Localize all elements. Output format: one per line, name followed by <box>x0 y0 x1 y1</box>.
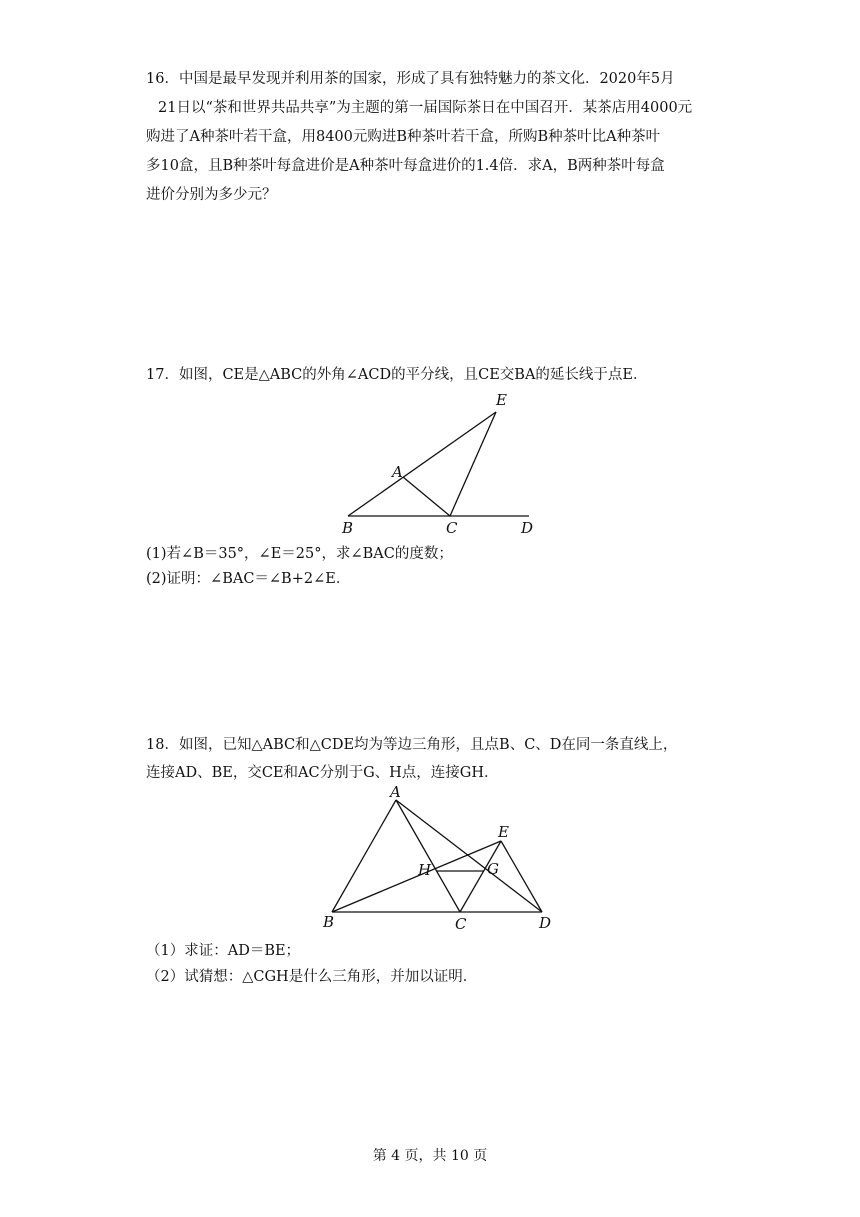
q18-figure <box>320 784 560 934</box>
q16-line-5: 进价分别为多少元？ <box>146 187 277 203</box>
q18-label-d: D <box>539 914 552 932</box>
page-footer: 第 4 页，共 10 页 <box>372 1148 488 1164</box>
q18-label-g: G <box>487 860 499 878</box>
q18-segment-ab <box>332 800 396 912</box>
q18-segment-be <box>332 841 501 912</box>
q16-line-3: 购进了A种茶叶若干盒，用8400元购进B种茶叶若干盒，所购B种茶叶比A种茶叶 <box>146 129 661 145</box>
q17-label-e: E <box>496 391 507 409</box>
q18-segment-ed <box>501 841 542 912</box>
q16-line-2: 21日以“茶和世界共品共享”为主题的第一届国际茶日在中国召开．某茶店用4000元 <box>158 100 693 116</box>
q17-segment-be <box>348 412 496 516</box>
q17-part1: (1)若∠B＝35°，∠E＝25°，求∠BAC的度数； <box>146 546 453 562</box>
q17-label-d: D <box>521 519 534 537</box>
q18-part1: （1）求证：AD＝BE； <box>146 943 301 959</box>
q17-part2: (2)证明：∠BAC＝∠B+2∠E． <box>146 571 351 587</box>
q18-label-b: B <box>323 913 335 931</box>
q17-label-c: C <box>446 519 458 537</box>
q17-label-b: B <box>342 519 354 537</box>
q16-line-4: 多10盒，且B种茶叶每盒进价是A种茶叶每盒进价的1.4倍．求A，B两种茶叶每盒 <box>146 158 665 174</box>
q18-stem-line-1: 18．如图，已知△ABC和△CDE均为等边三角形，且点B、C、D在同一条直线上， <box>146 737 678 753</box>
q18-part2: （2）试猜想：△CGH是什么三角形，并加以证明． <box>146 969 478 985</box>
q17-segment-ac <box>403 477 450 516</box>
q18-label-a: A <box>390 783 401 801</box>
q18-label-c: C <box>455 915 467 933</box>
q18-label-h: H <box>418 861 432 879</box>
q17-figure <box>335 388 545 538</box>
q17-stem: 17．如图，CE是△ABC的外角∠ACD的平分线，且CE交BA的延长线于点E． <box>146 367 648 383</box>
q17-label-a: A <box>392 463 403 481</box>
q18-label-e: E <box>498 823 509 841</box>
q18-stem-line-2: 连接AD、BE，交CE和AC分别于G、H点，连接GH． <box>146 765 499 781</box>
q18-segment-ac <box>396 800 460 912</box>
q16-line-1: 16．中国是最早发现并利用茶的国家，形成了具有独特魅力的茶文化．2020年5月 <box>146 71 675 87</box>
